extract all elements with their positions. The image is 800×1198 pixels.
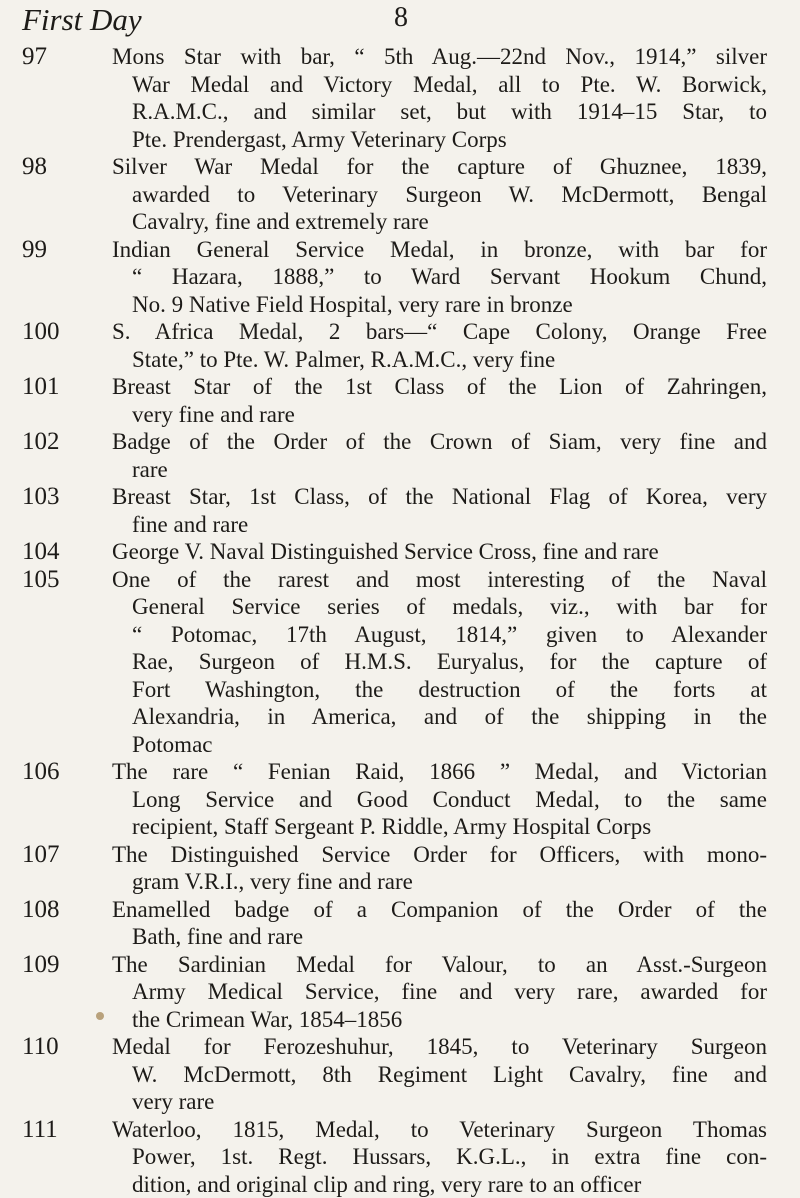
lot-description-line: Fort Washington, the destruction of the forts at [112, 676, 767, 704]
lot-number: 110 [22, 1033, 82, 1060]
lot-entry [0, 43, 800, 153]
lot-entry [0, 1116, 800, 1198]
lot-number: 99 [22, 236, 82, 263]
lot-entry [0, 236, 800, 319]
lot-description-line: Cavalry, fine and extremely rare [112, 208, 767, 236]
ink-mark [96, 1012, 104, 1020]
lot-entry [0, 373, 800, 428]
lot-description-line: awarded to Veterinary Surgeon W. McDermott, Bengal [112, 181, 767, 209]
lot-description [112, 758, 767, 841]
lot-description-line: recipient, Staff Sergeant P. Riddle, Army Hospital Corps [112, 813, 767, 841]
lot-number: 104 [22, 538, 82, 565]
lot-description [112, 841, 767, 896]
page-header [22, 2, 760, 42]
lot-description-line: Alexandria, in America, and of the shipping in the [112, 703, 767, 731]
lot-description [112, 373, 767, 428]
lot-description [112, 1033, 767, 1116]
lot-description-line: Breast Star of the 1st Class of the Lion of Zahringen, [112, 373, 767, 401]
lot-number: 111 [22, 1116, 82, 1143]
lot-description-line: The rare “ Fenian Raid, 1866 ” Medal, and Victorian [112, 758, 767, 786]
lot-entry [0, 538, 800, 566]
lot-number: 102 [22, 428, 82, 455]
page-number: 8 [394, 2, 408, 34]
lot-description [112, 43, 767, 153]
lot-description-line: Badge of the Order of the Crown of Siam, very fine and [112, 428, 767, 456]
lot-description-line: S. Africa Medal, 2 bars—“ Cape Colony, Orange Free [112, 318, 767, 346]
lot-description-line: very fine and rare [112, 401, 767, 429]
lot-entry [0, 566, 800, 759]
lot-description-line: War Medal and Victory Medal, all to Pte. W. Borwick, [112, 71, 767, 99]
lot-number: 101 [22, 373, 82, 400]
lot-description-line: rare [112, 456, 767, 484]
lot-entry [0, 951, 800, 1034]
lot-number: 109 [22, 951, 82, 978]
lot-description-line: the Crimean War, 1854–1856 [112, 1006, 767, 1034]
lot-number: 98 [22, 153, 82, 180]
lot-description-line: Potomac [112, 731, 767, 759]
lot-description-line: “ Hazara, 1888,” to Ward Servant Hookum Chund, [112, 263, 767, 291]
lot-description-line: W. McDermott, 8th Regiment Light Cavalry, fine and [112, 1061, 767, 1089]
lot-description-line: One of the rarest and most interesting of the Naval [112, 566, 767, 594]
lot-description-line: Enamelled badge of a Companion of the Order of the [112, 896, 767, 924]
lot-description-line: The Distinguished Service Order for Officers, with mono- [112, 841, 767, 869]
lot-number: 100 [22, 318, 82, 345]
lot-description-line: Power, 1st. Regt. Hussars, K.G.L., in extra fine con- [112, 1143, 767, 1171]
lot-description [112, 236, 767, 319]
lot-description-line: very rare [112, 1088, 767, 1116]
lot-description [112, 153, 767, 236]
lot-description [112, 428, 767, 483]
lot-description-line: dition, and original clip and ring, very rare to an officer [112, 1171, 767, 1198]
lot-description-line: Rae, Surgeon of H.M.S. Euryalus, for the capture of [112, 648, 767, 676]
lot-description-line: General Service series of medals, viz., with bar for [112, 593, 767, 621]
lot-description [112, 1116, 767, 1198]
lot-description-line: No. 9 Native Field Hospital, very rare in bronze [112, 291, 767, 319]
lot-description-line: Long Service and Good Conduct Medal, to the same [112, 786, 767, 814]
lot-entry [0, 758, 800, 841]
lot-description-line: State,” to Pte. W. Palmer, R.A.M.C., very fine [112, 346, 767, 374]
lot-number: 105 [22, 566, 82, 593]
lot-description-line: fine and rare [112, 511, 767, 539]
lot-description-line: Breast Star, 1st Class, of the National Flag of Korea, very [112, 483, 767, 511]
lot-description-line: Mons Star with bar, “ 5th Aug.—22nd Nov., 1914,” silver [112, 43, 767, 71]
lot-description-line: Bath, fine and rare [112, 923, 767, 951]
lot-entry [0, 483, 800, 538]
lot-description [112, 538, 767, 566]
running-title: First Day [22, 2, 142, 38]
lot-entry [0, 841, 800, 896]
lot-number: 108 [22, 896, 82, 923]
lot-description-line: The Sardinian Medal for Valour, to an Asst.-Surgeon [112, 951, 767, 979]
lot-description-line: gram V.R.I., very fine and rare [112, 868, 767, 896]
lot-description-line: George V. Naval Distinguished Service Cross, fine and rare [112, 538, 767, 566]
lot-number: 97 [22, 43, 82, 70]
lot-number: 103 [22, 483, 82, 510]
lot-description-line: “ Potomac, 17th August, 1814,” given to Alexander [112, 621, 767, 649]
lot-description-line: Pte. Prendergast, Army Veterinary Corps [112, 126, 767, 154]
lot-description-line: Silver War Medal for the capture of Ghuznee, 1839, [112, 153, 767, 181]
lot-description-line: Waterloo, 1815, Medal, to Veterinary Surgeon Thomas [112, 1116, 767, 1144]
lot-description-line: Medal for Ferozeshuhur, 1845, to Veterinary Surgeon [112, 1033, 767, 1061]
lot-entry [0, 318, 800, 373]
lot-list [0, 43, 800, 1198]
lot-description [112, 566, 767, 759]
lot-entry [0, 896, 800, 951]
lot-description [112, 318, 767, 373]
lot-description [112, 483, 767, 538]
lot-description-line: R.A.M.C., and similar set, but with 1914–15 Star, to [112, 98, 767, 126]
lot-number: 106 [22, 758, 82, 785]
lot-description [112, 951, 767, 1034]
lot-entry [0, 153, 800, 236]
lot-description [112, 896, 767, 951]
lot-entry [0, 1033, 800, 1116]
lot-entry [0, 428, 800, 483]
lot-description-line: Army Medical Service, fine and very rare, awarded for [112, 978, 767, 1006]
lot-description-line: Indian General Service Medal, in bronze, with bar for [112, 236, 767, 264]
lot-number: 107 [22, 841, 82, 868]
